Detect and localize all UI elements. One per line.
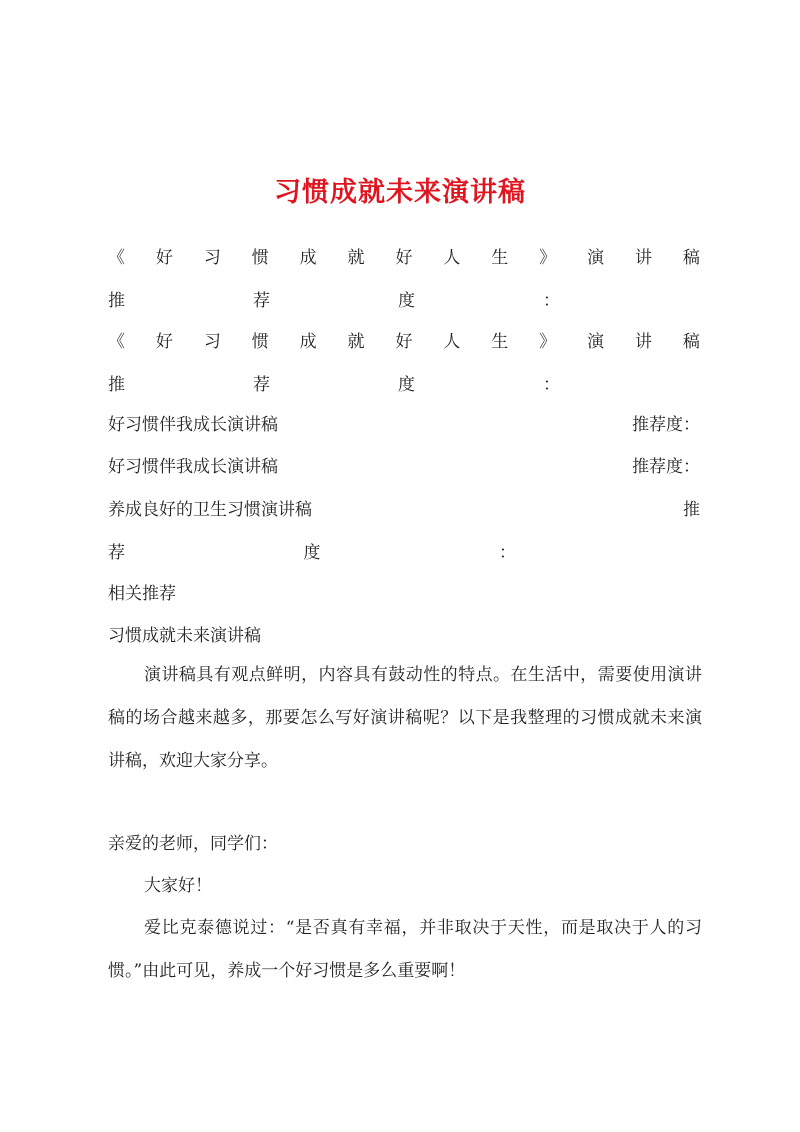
title-char: 习 — [203, 248, 221, 268]
title-char: 生 — [491, 248, 509, 268]
rating-label-char: ： — [543, 291, 560, 311]
title-char: 人 — [443, 248, 461, 268]
recommend-title[interactable]: 好习惯伴我成长演讲稿 — [108, 457, 278, 477]
title-char: 《 — [108, 248, 125, 268]
document-title: 习惯成就未来演讲稿 — [274, 177, 526, 208]
recommend-rating-row-2 — [108, 373, 560, 397]
title-char: 成 — [299, 332, 317, 352]
recommend-row-4[interactable] — [108, 455, 700, 479]
related-heading: 相关推荐 — [108, 584, 176, 604]
rating-label-char: 荐 — [108, 543, 125, 563]
title-char: 惯 — [251, 332, 269, 352]
title-char: 好 — [395, 248, 413, 268]
title-char: 稿 — [682, 332, 700, 352]
recommend-row-5[interactable] — [108, 498, 700, 522]
rating-label: 推荐度： — [632, 457, 700, 477]
title-char: 稿 — [682, 248, 700, 268]
rating-label-char: 度 — [398, 291, 415, 311]
rating-label-char: ： — [543, 375, 560, 395]
title-char: 讲 — [634, 248, 652, 268]
title-char: 就 — [347, 332, 365, 352]
recommend-row-3[interactable] — [108, 413, 700, 437]
title-char: 演 — [587, 248, 605, 268]
title-char: 就 — [347, 248, 365, 268]
title-char: 习 — [203, 332, 221, 352]
title-char: 《 — [108, 332, 125, 352]
rating-label-first-char: 推 — [683, 500, 700, 520]
title-char: 成 — [299, 248, 317, 268]
greeting: 大家好！ — [144, 876, 212, 896]
title-char: 演 — [587, 332, 605, 352]
title-char: 好 — [155, 248, 173, 268]
rating-label-char: 推 — [108, 291, 125, 311]
recommend-rating-row-1 — [108, 289, 560, 313]
title-char: 惯 — [251, 248, 269, 268]
title-char: 生 — [491, 332, 509, 352]
quote-paragraph: 爱比克泰德说过：“是否真有幸福，并非取决于天性，而是取决于人的习惯。”由此可见，养成一个好习惯是多么重要啊！ — [108, 918, 702, 981]
rating-label-char: ： — [499, 543, 516, 563]
recommend-title-row-1[interactable] — [108, 246, 700, 270]
title-char: 》 — [539, 332, 557, 352]
rating-label-char: 度 — [398, 375, 415, 395]
rating-label-char: 荐 — [253, 375, 270, 395]
title-char: 好 — [395, 332, 413, 352]
title-char: 》 — [539, 248, 557, 268]
intro-paragraph: 演讲稿具有观点鲜明，内容具有鼓动性的特点。在生活中，需要使用演讲稿的场合越来越多，那要怎么写好演讲稿呢？以下是我整理的习惯成就未来演讲稿，欢迎大家分享。 — [108, 665, 702, 771]
recommend-title[interactable]: 好习惯伴我成长演讲稿 — [108, 415, 278, 435]
rating-label: 推荐度： — [632, 415, 700, 435]
salutation: 亲爱的老师，同学们： — [108, 834, 278, 854]
rating-label-char: 推 — [108, 375, 125, 395]
title-char: 讲 — [634, 332, 652, 352]
recommend-rating-row-5 — [108, 541, 516, 565]
rating-label-char: 度 — [303, 543, 321, 563]
recommend-title[interactable]: 养成良好的卫生习惯演讲稿 — [108, 500, 312, 520]
rating-label-char: 荐 — [253, 291, 270, 311]
recommend-title-row-2[interactable] — [108, 330, 700, 354]
title-char: 好 — [155, 332, 173, 352]
subtitle: 习惯成就未来演讲稿 — [108, 626, 261, 646]
title-char: 人 — [443, 332, 461, 352]
